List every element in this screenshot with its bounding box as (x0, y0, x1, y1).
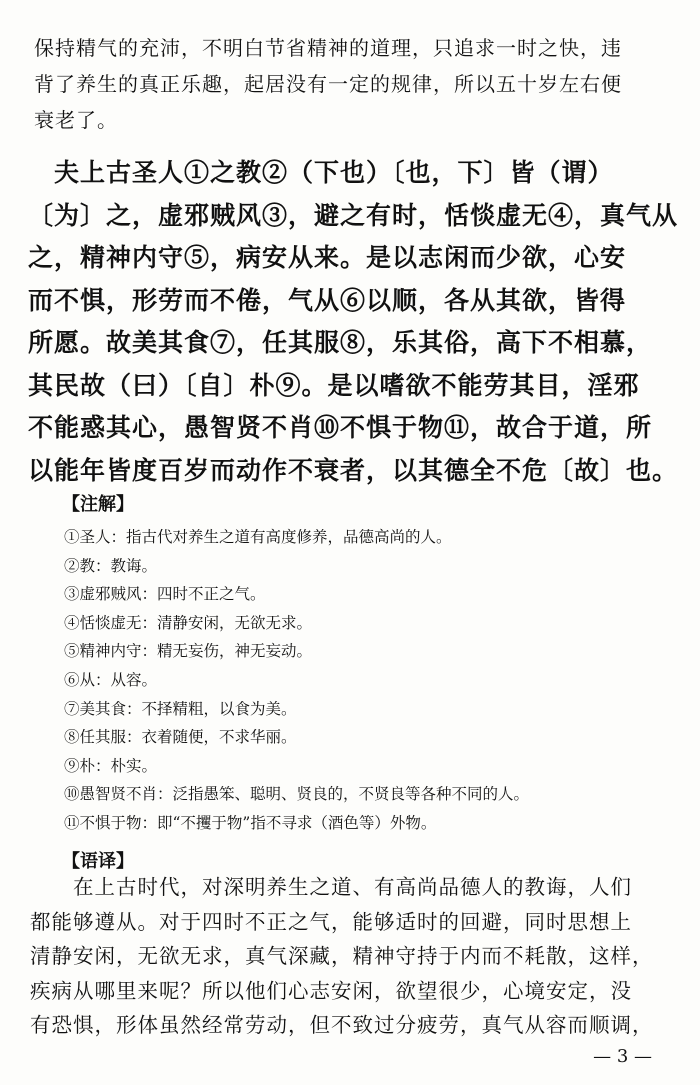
note-item: ⑨朴：朴实。 (64, 756, 158, 775)
translation-heading: 【语译】 (62, 851, 134, 872)
classical-text (28, 152, 678, 492)
page-number: — 3 — (593, 1046, 652, 1067)
notes-list (64, 523, 664, 838)
note-item: ①圣人：指古代对养生之道有高度修养，品德高尚的人。 (64, 528, 452, 546)
intro-line: 衰老了。 (34, 108, 118, 132)
note-item: ②教：教诲。 (64, 556, 158, 575)
intro-line: 保持精气的充沛，不明白节省精神的道理，只追求一时之快，违 (34, 36, 622, 60)
classic-line: 不能惑其心，愚智贤不肖⑩不惧于物⑪，故合于道，所 (28, 413, 653, 442)
classic-line: 〔为〕之，虚邪贼风③，避之有时，恬惔虚无④，真气从 (28, 200, 679, 230)
note-item: ⑧任其服：衣着随便，不求华丽。 (64, 728, 297, 747)
intro-line: 背了养生的真正乐趣，起居没有一定的规律，所以五十岁左右便 (34, 72, 622, 96)
note-item: ⑦美其食：不择精粗，以食为美。 (64, 699, 297, 718)
translation-paragraph (30, 870, 680, 1043)
note-item: ③虚邪贼风：四时不正之气。 (64, 585, 266, 604)
notes-heading: 【注解】 (62, 494, 134, 515)
translation-line: 疾病从哪里来呢？所以他们心志安闲，欲望很少，心境安定，没 (30, 978, 632, 1003)
classic-line: 之，精神内守⑤，病安从来。是以志闲而少欲，心安 (28, 243, 627, 272)
classic-line: 所愿。故美其食⑦，任其服⑧，乐其俗，高下不相慕， (28, 328, 653, 357)
translation-line: 都能够遵从。对于四时不正之气，能够适时的回避，同时思想上 (30, 909, 632, 934)
translation-line: 清静安闲，无欲无求，真气深藏，精神守持于内而不耗散，这样， (30, 944, 654, 969)
classic-line: 其民故（曰）〔自〕朴⑨。是以嗜欲不能劳其目，淫邪 (28, 370, 640, 400)
note-item: ⑪不惧于物：即“不攫于物”指不寻求（酒色等）外物。 (64, 813, 437, 832)
intro-paragraph (34, 30, 674, 138)
classic-line: 夫上古圣人①之教②（下也）〔也，下〕皆（谓） (28, 158, 614, 187)
note-item: ④恬惔虚无：清静安闲，无欲无求。 (64, 613, 313, 632)
note-item: ⑥从：从容。 (64, 670, 158, 689)
translation-line: 在上古时代，对深明养生之道、有高尚品德人的教诲，人们 (30, 875, 632, 899)
translation-line: 有恐惧，形体虽然经常劳动，但不致过分疲劳，真气从容而顺调， (30, 1013, 654, 1038)
note-item: ⑩愚智贤不肖：泛指愚笨、聪明、贤良的，不贤良等各种不同的人。 (64, 785, 530, 804)
classic-line: 以能年皆度百岁而动作不衰者，以其德全不危〔故〕也。 (28, 455, 679, 485)
note-item: ⑤精神内守：精无妄伤，神无妄动。 (64, 642, 313, 661)
classic-line: 而不惧，形劳而不倦，气从⑥以顺，各从其欲，皆得 (28, 285, 627, 315)
